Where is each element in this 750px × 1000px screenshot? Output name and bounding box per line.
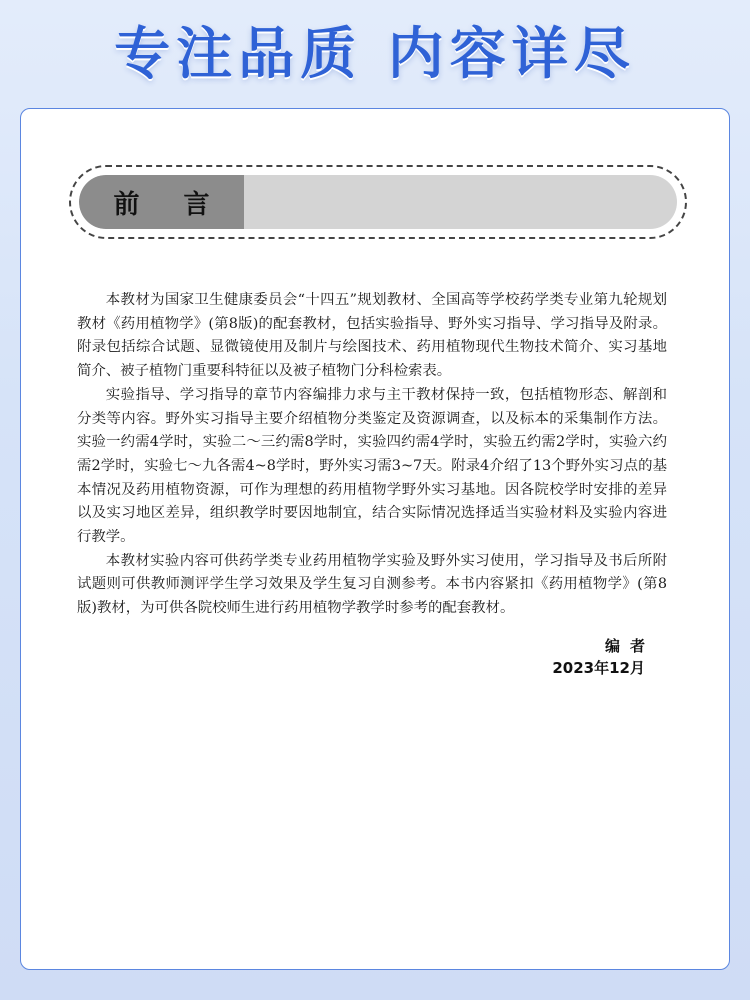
signature-editor: 编者 (604, 637, 655, 655)
banner (0, 0, 750, 100)
banner-title: 专注品质 内容详尽 (114, 22, 636, 87)
preface-heading-tab (79, 175, 254, 229)
preface-paragraph-2: 实验指导、学习指导的章节内容编排力求与主干教材保持一致，包括植物形态、解剖和分类等内容。野外实习指导主要介绍植物分类鉴定及资源调查，以及标本的采集制作方法。实验一约需4学时，实验二～三约需8学时，实验四约需4学时，实验五约需2学时，实验六约需2学时，实验七～九各需4~8学时，野外实习需3~7天。附录4介绍了13个野外实习点的基本情况及药用植物资源，可作为理想的药用植物学野外实习基地。因各院校学时安排的差异以及实习地区差异，组织教学时要因地制宜，结合实际情况选择适当实验材料及实验内容进行教学。 (77, 386, 667, 546)
preface-paragraph-3: 本教材实验内容可供药学类专业药用植物学实验及野外实习使用，学习指导及书后所附试题则可供教师测评学生学习效果及学生复习自测参考。本书内容紧扣《药用植物学》(第8版)教材，为可供各院校师生进行药用植物学教学时参考的配套教材。 (77, 552, 667, 617)
signature-date: 2023年12月 (552, 659, 645, 677)
preface-body (77, 289, 667, 621)
document-page (20, 108, 730, 970)
preface-heading-bar (79, 175, 677, 229)
preface-paragraph-1: 本教材为国家卫生健康委员会“十四五”规划教材、全国高等学校药学类专业第九轮规划教材《药用植物学》(第8版)的配套教材，包括实验指导、野外实习指导、学习指导及附录。附录包括综合试题、显微镜使用及制片与绘图技术、药用植物现代生物技术简介、实习基地简介、被子植物门重要科特征以及被子植物门分科检索表。 (77, 292, 667, 380)
preface-heading-frame (69, 165, 687, 239)
preface-heading: 前言 (113, 189, 254, 220)
